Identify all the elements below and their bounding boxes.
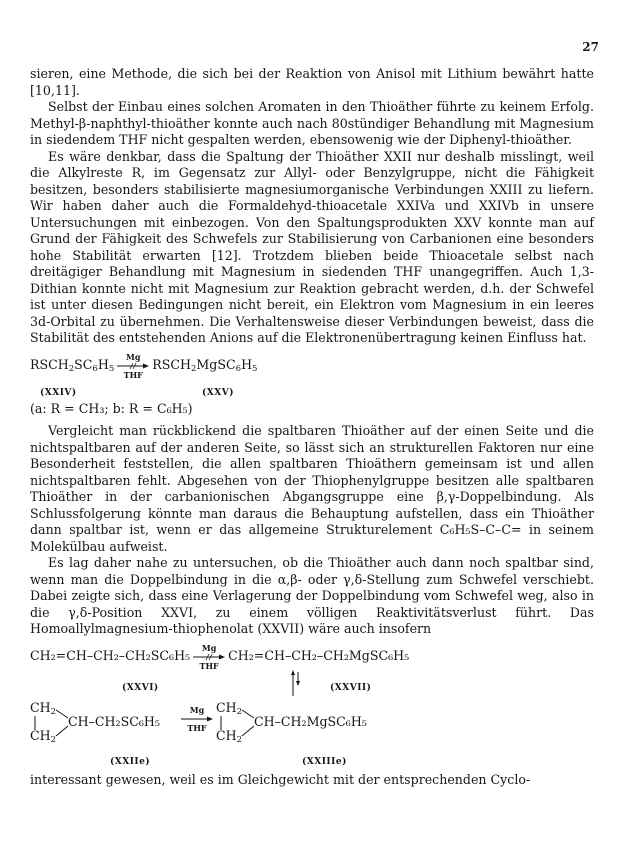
paragraph-3: Es wäre denkbar, dass die Spaltung der Thioäther XXII nur deshalb misslingt, weil die Alkylreste R, im Gegensatz zur Allyl- oder Benzylgruppe, nicht die Fähigkeit besitzen, besonders stabilisierte magnesiumorganische Verbindungen XXIII zu liefern. Wir haben daher auch die Formaldehyd-thioacetale XXIVa und XXIVb in unsere Untersuchungen mit einbezogen. Von den Spaltungsprodukten XXV konnte man auf Grund der Fähigkeit des Schwefels zur Stabilisierung von Carbanionen eine besonders hohe Stabilität erwarten [12]. Trotzdem blieben beide Thioacetale selbst nach dreitägiger Behandlung mit Magnesium in siedenden THF unangegriffen. Auch 1,3-Dithian konnte nicht mit Magnesium zur Reaktion gebracht werden, d.h. der Schwefel ist unter diesen Bedingungen nicht bereit, ein Elektron vom Magnesium in ein leeres 3d-Orbital zu übernehmen. Die Verhaltensweise dieser Verbindungen beweist, dass die Stabilität des entstehenden Anions auf die Elektronenübertragung keinen Einfluss hat. (30, 148, 594, 345)
reaction-2-reagent-bottom: THF (199, 660, 219, 671)
reaction-arrow-icon (180, 715, 214, 723)
paragraph-1: sieren, eine Methode, die sich bei der Reaktion von Anisol mit Lithium bewährt hatte [10,11]. (30, 66, 594, 98)
reaction-arrow-icon (116, 362, 150, 370)
reaction-3-ring-top-right: $CH_2$ (216, 699, 243, 717)
reaction-3-label-right: (XXIIIe) (302, 756, 347, 767)
page-body (30, 66, 594, 788)
reaction-1-arrow (116, 353, 150, 379)
reaction-1-reagent-top: Mg (126, 351, 141, 362)
reaction-3-arrow (180, 706, 214, 732)
reaction-1-note: (a: R = CH₃; b: R = C₆H₅) (30, 400, 193, 416)
paragraph-5: Es lag daher nahe zu untersuchen, ob die Thioäther auch dann noch spaltbar sind, wenn man die Doppelbindung in die α,β- oder γ,δ-Stellung zum Schwefel verschiebt. Dabei zeigte sich, dass eine Verlagerung der Doppelbindung vom Schwefel weg, also in die γ,δ-Position XXVI, zu einem völligen Reaktivitätsverlust führt. Das Homoallylmagnesium-thiophenolat (XXVII) wäre auch insofern (30, 555, 594, 636)
reaction-1 (30, 353, 594, 379)
reaction-3 (30, 700, 594, 744)
reaction-2-reagent-top: Mg (201, 642, 217, 653)
reaction-2-label-left: (XXVI) (122, 682, 159, 693)
equilibrium-arrow-icon (288, 670, 304, 698)
reaction-2-left: CH₂=CH–CH₂–CH₂SC₆H₅ (30, 648, 191, 664)
reaction-1-labels (30, 383, 594, 399)
reaction-3-ring-bottom-left: $CH_2$ (30, 727, 57, 745)
reaction-2-labels (30, 670, 594, 696)
reaction-1-reagent-bottom: THF (123, 369, 143, 380)
paragraph-4: Vergleicht man rückblickend die spaltbaren Thioäther auf der einen Seite und die nichtspaltbaren auf der anderen Seite, so lässt sich an strukturellen Faktoren nur eine Besonderheit feststellen, die allen spaltbaren Thioäthern gemeinsam ist und allen nichtspaltbaren fehlt. Abgesehen von der Thiophenylgruppe besitzen alle spaltbaren Thioäther in der carbanionischen Abgangsgruppe eine β,γ-Doppelbindung. Als Schlussfolgerung könnte man daraus die Behauptung aufstellen, dass ein Thioäther dann spaltbar ist, wenn er das allgemeine Strukturelement C₆H₅S–C–C= in seinem Molekülbau aufweist. (30, 423, 594, 554)
reaction-2-arrow (192, 644, 226, 670)
reaction-1-label-right: (XXV) (202, 387, 234, 398)
reaction-2-right: CH₂=CH–CH₂–CH₂MgSC₆H₅ (228, 648, 410, 664)
reaction-3-labels (30, 748, 594, 770)
reaction-2 (30, 644, 594, 670)
page-number: 27 (582, 40, 599, 54)
reaction-arrow-icon (192, 653, 226, 661)
reaction-3-ring-bottom-right: $CH_2$ (216, 727, 243, 745)
reaction-3-reagent-bottom: THF (187, 722, 207, 733)
reaction-1-right: $RSCH_2MgSC_6H_5$ (152, 357, 258, 375)
paragraph-2: Selbst der Einbau eines solchen Aromaten in den Thioäther führte zu keinem Erfolg. Methyl-β-naphthyl-thioäther konnte auch nach 80stündiger Behandlung mit Magnesium in siedendem THF nicht gespalten werden, ebensowenig wie der Diphenyl-thioäther. (30, 99, 594, 147)
reaction-3-ring-top-left: $CH_2$ (30, 699, 57, 717)
reaction-1-left: $RSCH_2SC_6H_5$ (30, 357, 115, 375)
reaction-3-right-chain: CH–CH₂MgSC₆H₅ (254, 713, 367, 729)
reaction-3-reagent-top: Mg (189, 704, 205, 715)
reaction-3-label-left: (XXIIe) (110, 756, 151, 767)
reaction-2-label-right: (XXVII) (330, 682, 372, 693)
reaction-3-left-chain: CH–CH₂SC₆H₅ (68, 713, 160, 729)
paragraph-6: interessant gewesen, weil es im Gleichgewicht mit der entsprechenden Cyclo- (30, 771, 531, 787)
reaction-1-label-left: (XXIV) (40, 387, 77, 398)
